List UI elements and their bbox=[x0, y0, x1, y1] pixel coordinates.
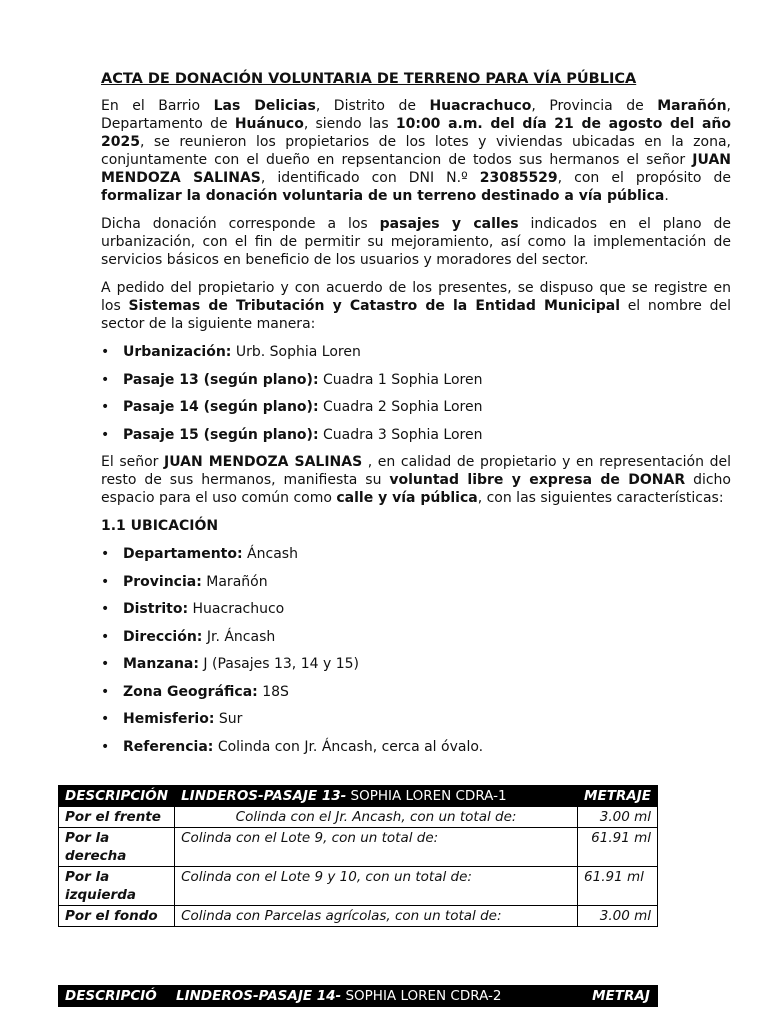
paragraph-registry bbox=[101, 279, 731, 333]
bold-text: Sistemas de Tributación y Catastro de la Entidad Municipal bbox=[128, 298, 620, 314]
header-description: DESCRIPCIÓN bbox=[59, 786, 175, 807]
row-boundary-text: Colinda con el Lote 9 y 10, con un total de: bbox=[175, 867, 578, 906]
list-item bbox=[101, 628, 731, 646]
table-header-row bbox=[59, 786, 658, 807]
text: El señor bbox=[101, 454, 165, 470]
text: Dicha donación corresponde a los bbox=[101, 216, 380, 232]
bold-text: 23085529 bbox=[479, 170, 558, 186]
text: , se reunieron los propietarios de los lotes y viviendas ubicadas en la zona, conjuntamente con el dueño en repsentancion de todos sus hermanos el señor bbox=[101, 134, 731, 168]
text: dicho espacio para el uso común como bbox=[101, 472, 731, 506]
item-value: Sur bbox=[214, 711, 243, 727]
item-label: Provincia: bbox=[123, 573, 202, 590]
row-description: Por el frente bbox=[59, 807, 175, 828]
text: , identificado con DNI N.º bbox=[260, 170, 480, 186]
paragraph-intro bbox=[101, 97, 731, 205]
table-row bbox=[59, 828, 658, 867]
row-description: Por la derecha bbox=[59, 828, 175, 867]
row-metraje: 3.00 ml bbox=[578, 906, 658, 927]
item-value: Cuadra 3 Sophia Loren bbox=[318, 426, 483, 443]
item-value: Áncash bbox=[242, 546, 298, 562]
item-label: Distrito: bbox=[123, 601, 189, 617]
bold-text: JUAN MENDOZA SALINAS bbox=[101, 152, 731, 186]
location-list bbox=[101, 545, 731, 756]
header-boundaries-sector: SOPHIA LOREN CDRA-2 bbox=[341, 988, 502, 1004]
item-label: Pasaje 13 (según plano): bbox=[123, 371, 319, 388]
header-description: DESCRIPCIÓ bbox=[59, 986, 170, 1007]
header-metraje: METRAJE bbox=[578, 786, 658, 807]
row-boundary-text: Colinda con el Lote 9, con un total de: bbox=[175, 828, 578, 867]
header-boundaries bbox=[170, 986, 585, 1007]
item-label: Dirección: bbox=[123, 628, 203, 645]
row-boundary-text: Colinda con el Jr. Ancash, con un total de: bbox=[175, 807, 578, 828]
text: , Departamento de bbox=[101, 98, 731, 132]
row-metraje: 61.91 ml bbox=[578, 867, 658, 906]
list-item bbox=[101, 655, 731, 673]
header-boundaries-label: LINDEROS-PASAJE 13- bbox=[181, 788, 347, 804]
item-value: Urb. Sophia Loren bbox=[231, 344, 361, 360]
row-metraje: 3.00 ml bbox=[578, 807, 658, 828]
list-item bbox=[101, 710, 731, 728]
bold-text: Huacrachuco bbox=[429, 98, 532, 114]
list-item bbox=[101, 398, 731, 416]
table-row bbox=[59, 867, 658, 906]
sector-names-list bbox=[101, 343, 731, 444]
list-item bbox=[101, 600, 731, 618]
header-metraje: METRAJ bbox=[585, 986, 658, 1007]
list-item bbox=[101, 371, 731, 389]
item-value: Colinda con Jr. Áncash, cerca al óvalo. bbox=[213, 738, 484, 755]
document-title: ACTA DE DONACIÓN VOLUNTARIA DE TERRENO PARA VÍA PÚBLICA bbox=[101, 71, 637, 87]
item-value: 18S bbox=[257, 683, 289, 700]
row-metraje: 61.91 ml bbox=[578, 828, 658, 867]
item-label: Departamento: bbox=[123, 546, 243, 562]
item-label: Urbanización: bbox=[123, 344, 232, 360]
item-value: Marañón bbox=[201, 573, 268, 590]
row-description: Por el fondo bbox=[59, 906, 175, 927]
text: , siendo las bbox=[303, 116, 396, 132]
item-label: Zona Geográfica: bbox=[123, 683, 258, 700]
item-value: Cuadra 2 Sophia Loren bbox=[318, 399, 483, 415]
text: el nombre del sector de la siguiente manera: bbox=[101, 298, 731, 332]
table-header-row bbox=[59, 986, 658, 1007]
text: , Distrito de bbox=[315, 98, 430, 114]
header-boundaries-sector: SOPHIA LOREN CDRA-1 bbox=[346, 788, 507, 804]
list-item bbox=[101, 738, 731, 756]
paragraph-owner bbox=[101, 453, 731, 507]
text: . bbox=[664, 188, 669, 204]
item-value: Jr. Áncash bbox=[202, 628, 276, 645]
row-boundary-text: Colinda con Parcelas agrícolas, con un total de: bbox=[175, 906, 578, 927]
list-item bbox=[101, 343, 731, 361]
bold-text: voluntad libre y expresa de DONAR bbox=[389, 472, 686, 488]
item-label: Hemisferio: bbox=[123, 711, 215, 727]
text: , con el propósito de bbox=[557, 170, 731, 186]
item-value: J (Pasajes 13, 14 y 15) bbox=[198, 656, 359, 672]
bold-text: calle y vía pública bbox=[336, 490, 478, 506]
list-item bbox=[101, 683, 731, 701]
item-label: Manzana: bbox=[123, 656, 199, 672]
list-item bbox=[101, 545, 731, 563]
item-label: Referencia: bbox=[123, 738, 214, 755]
bold-text: Las Delicias bbox=[213, 98, 316, 114]
item-label: Pasaje 14 (según plano): bbox=[123, 399, 319, 415]
paragraph-donation bbox=[101, 215, 731, 269]
boundaries-table-pasaje-14 bbox=[58, 985, 658, 1007]
header-boundaries bbox=[175, 786, 578, 807]
section-heading: 1.1 UBICACIÓN bbox=[101, 518, 219, 534]
bold-text: JUAN MENDOZA SALINAS bbox=[164, 454, 363, 470]
boundaries-table-pasaje-13 bbox=[58, 785, 658, 927]
list-item bbox=[101, 426, 731, 444]
item-value: Huacrachuco bbox=[188, 601, 285, 617]
text: , en calidad de propietario y en representación del resto de sus hermanos, manifiesta su bbox=[101, 454, 731, 488]
bold-text: pasajes y calles bbox=[379, 216, 519, 232]
bold-text: Marañón bbox=[657, 98, 727, 114]
header-boundaries-label: LINDEROS-PASAJE 14- bbox=[176, 988, 342, 1004]
item-label: Pasaje 15 (según plano): bbox=[123, 426, 319, 443]
table-row bbox=[59, 906, 658, 927]
text: A pedido del propietario y con acuerdo de los presentes, se dispuso que se registre en los bbox=[101, 280, 731, 314]
bold-text: 10:00 a.m. del día 21 de agosto del año 2025 bbox=[101, 116, 732, 150]
text: indicados en el plano de urbanización, con el fin de permitir su mejoramiento, así como la implementación de servicios básicos en beneficio de los usuarios y moradores del sector. bbox=[101, 216, 731, 268]
bold-text: formalizar la donación voluntaria de un terreno destinado a vía pública bbox=[101, 188, 665, 204]
bold-text: Huánuco bbox=[234, 116, 304, 132]
text: En el Barrio bbox=[101, 98, 214, 114]
document-body bbox=[101, 70, 731, 765]
table-row bbox=[59, 807, 658, 828]
item-value: Cuadra 1 Sophia Loren bbox=[318, 371, 483, 388]
row-description: Por la izquierda bbox=[59, 867, 175, 906]
text: , Provincia de bbox=[531, 98, 658, 114]
text: , con las siguientes características: bbox=[477, 490, 724, 506]
list-item bbox=[101, 573, 731, 591]
